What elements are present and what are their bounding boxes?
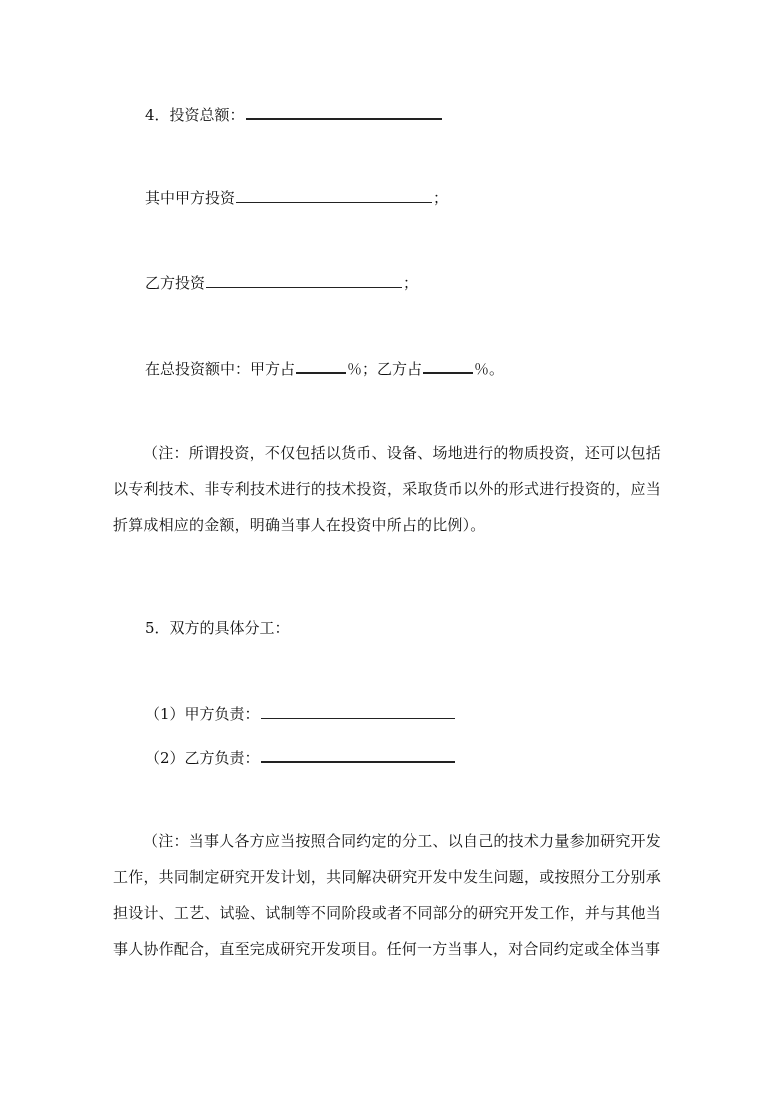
party-a-duty-line [145,704,456,724]
section-5-heading [145,618,290,638]
party-b-duty-label: （2）乙方负责： [145,749,260,767]
party-b-investment-blank[interactable] [206,273,402,288]
investment-note [113,435,661,543]
party-a-investment-blank[interactable] [236,188,432,203]
party-a-investment-end: ； [433,189,449,207]
section-4-heading [145,104,443,125]
party-a-duty-blank[interactable] [261,704,455,719]
party-b-investment-end: ； [403,274,419,292]
party-b-ratio-blank[interactable] [423,358,473,374]
investment-note-text: （注：所谓投资，不仅包括以货币、设备、场地进行的物质投资，还可以包括以专利技术、非专利技术进行的技术投资，采取货币以外的形式进行投资的，应当折算成相应的金额，明确当事人在投资中所占的比例）。 [113,444,661,534]
division-note [113,823,661,967]
section-4-heading-text: 4．投资总额： [145,106,245,124]
investment-ratio-line [145,358,504,379]
total-investment-blank[interactable] [246,104,442,120]
party-b-investment-label: 乙方投资 [145,274,206,292]
ratio-end: ％。 [474,360,505,378]
party-a-ratio-blank[interactable] [296,358,346,374]
party-b-duty-blank[interactable] [261,747,455,763]
party-a-duty-label: （1）甲方负责： [145,705,260,723]
ratio-mid: ％；乙方占 [347,360,423,378]
section-5-heading-text: 5．双方的具体分工： [145,619,290,637]
party-a-investment-label: 其中甲方投资 [145,189,236,207]
division-note-text: （注：当事人各方应当按照合同约定的分工、以自己的技术力量参加研究开发工作，共同制定研究开发计划，共同解决研究开发中发生问题，或按照分工分别承担设计、工艺、试验、试制等不同阶段或者不同部分的研究开发工作，并与其他当事人协作配合，直至完成研究开发项目。任何一方当事人，对合同约定或全体当事 [113,832,661,958]
party-b-duty-line [145,747,456,768]
ratio-prefix: 在总投资额中：甲方占 [145,360,296,378]
party-b-investment-line [145,273,418,293]
party-a-investment-line [145,188,448,208]
